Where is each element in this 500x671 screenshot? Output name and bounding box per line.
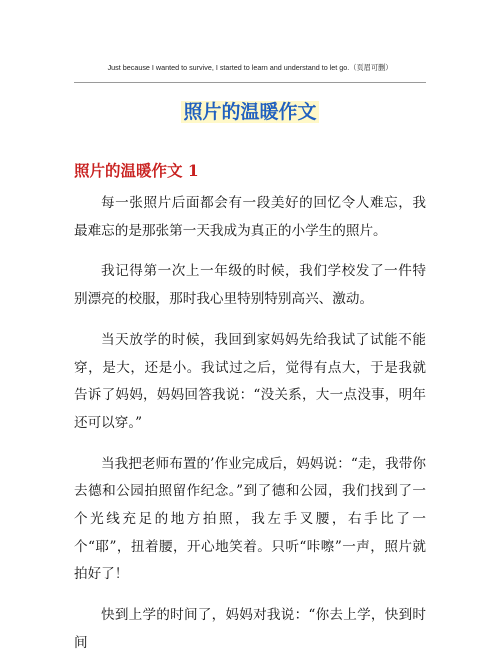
paragraph: 当我把老师布置的’作业完成后，妈妈说：“走，我带你去德和公园拍照留作纪念。”到了德和公园，我们找到了一个光线充足的地方拍照，我左手叉腰，右手比了一个“耶”，扭着腰，开心地笑着。只听“咔嚓”一声，照片就拍好了！ xyxy=(74,455,426,583)
document-title xyxy=(0,96,500,128)
paragraph: 每一张照片后面都会有一段美好的回忆令人难忘，我最难忘的是那张第一天我成为真正的小学生的照片。 xyxy=(74,195,426,239)
document-title-text: 照片的温暖作文 xyxy=(183,101,317,123)
paragraph: 当天放学的时候，我回到家妈妈先给我试了试能不能穿，是大，还是小。我试过之后，觉得有点大，于是我就告诉了妈妈，妈妈回答我说：“没关系，大一点没事，明年还可以穿。” xyxy=(74,331,426,431)
page-header-text: Just because I wanted to survive, I started to learn and understand to let go.（页眉可删） xyxy=(107,63,393,72)
paragraph: 快到上学的时间了，妈妈对我说：“你去上学，快到时间 xyxy=(74,607,426,651)
paragraph: 我记得第一次上一年级的时候，我们学校发了一件特别漂亮的校服，那时我心里特别特别高兴、激动。 xyxy=(74,263,426,308)
document-body xyxy=(74,190,426,671)
header-divider xyxy=(74,82,426,83)
section-heading: 照片的温暖作文 1 xyxy=(74,161,199,180)
